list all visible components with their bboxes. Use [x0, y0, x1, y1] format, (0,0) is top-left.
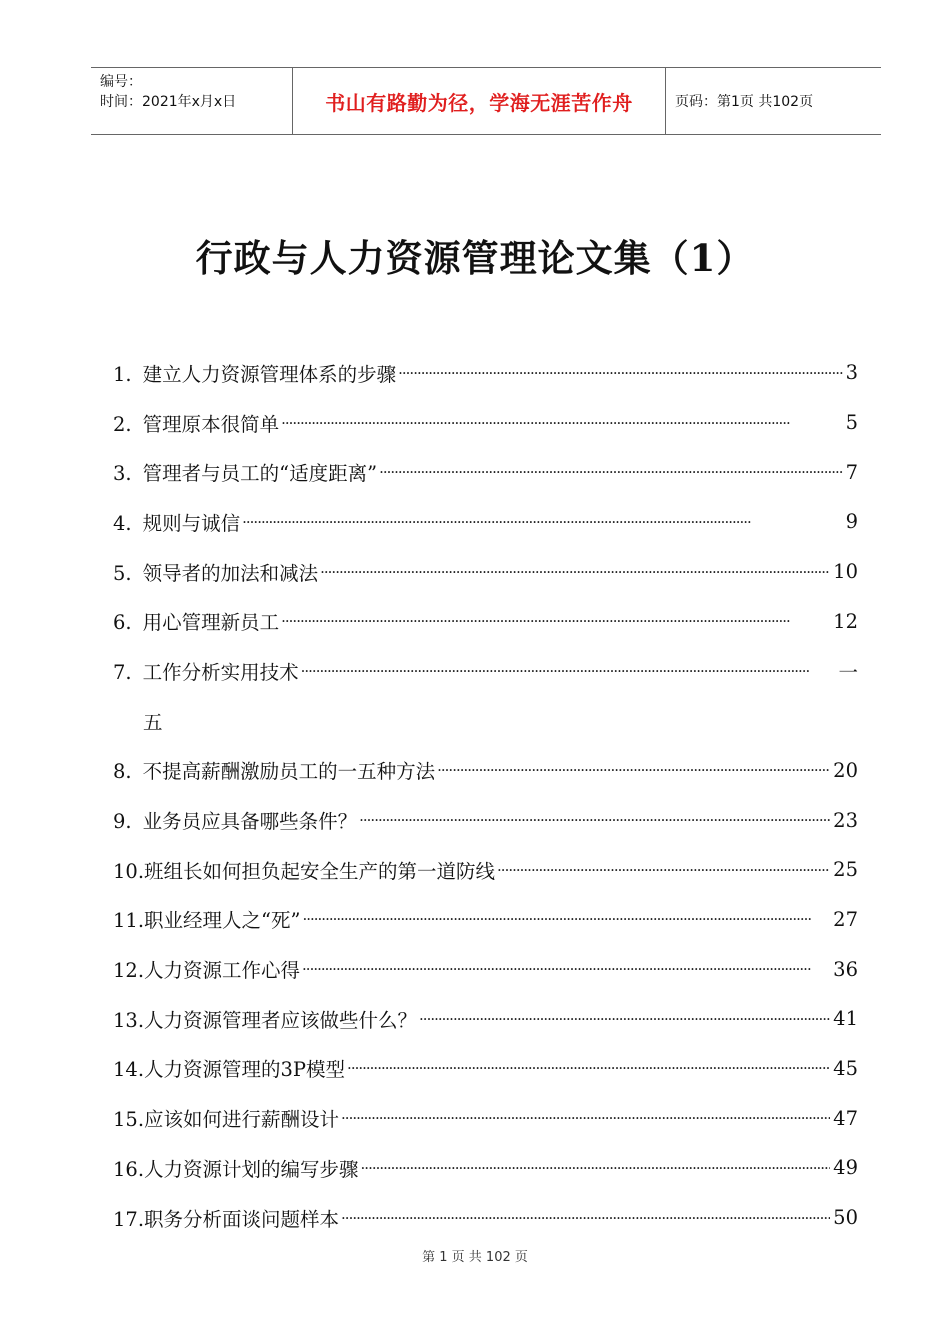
- toc-entry[interactable]: [113, 994, 858, 1044]
- toc-leader-dots: [320, 563, 830, 581]
- header-motto: 书山有路勤为径，学海无涯苦作舟: [293, 68, 666, 134]
- toc-continuation-text: 五: [143, 710, 163, 734]
- serial-label: 编号：: [100, 74, 142, 90]
- toc-entry-label: [113, 1104, 341, 1132]
- toc-entry-label: [113, 458, 379, 486]
- toc-entry-number: 9.: [113, 810, 132, 834]
- toc-entry-page: 一: [838, 660, 858, 684]
- toc-entry-number: 13.: [113, 1008, 145, 1032]
- toc-leader-dots: [497, 861, 830, 879]
- toc-entry-page: 10: [833, 560, 858, 584]
- toc-entry-label: [113, 756, 437, 784]
- toc-entry-label: [113, 607, 281, 635]
- toc-entry-number: 14.: [113, 1058, 145, 1082]
- toc-entry-title: 工作分析实用技术: [142, 660, 299, 684]
- toc-leader-dots: [341, 1109, 830, 1127]
- toc-entry-number: 10.: [113, 859, 145, 883]
- toc-entry-label: [113, 1204, 341, 1232]
- toc-leader-dots: [302, 910, 830, 928]
- toc-entry[interactable]: [113, 398, 858, 448]
- toc-entry[interactable]: [113, 1093, 858, 1143]
- toc-entry-title: 班组长如何担负起安全生产的第一道防线: [144, 859, 496, 883]
- toc-entry-title: 人力资源计划的编写步骤: [144, 1157, 359, 1181]
- toc-entry-number: 1.: [113, 362, 132, 386]
- toc-leader-dots: [379, 463, 843, 481]
- toc-entry-number: 6.: [113, 611, 132, 635]
- toc-entry-label: [113, 905, 302, 933]
- toc-entry-page: 50: [833, 1206, 858, 1230]
- toc-entry-page: 41: [833, 1007, 858, 1031]
- toc-leader-dots: [398, 364, 842, 382]
- toc-entry-page: 3: [845, 361, 858, 385]
- toc-entry-title: 用心管理新员工: [142, 611, 280, 635]
- toc-entry-title: 人力资源管理的3P模型: [144, 1058, 346, 1082]
- toc-entry-page: 36: [833, 957, 858, 981]
- toc-entry-page: 47: [833, 1106, 858, 1130]
- toc-entry-number: 12.: [113, 959, 145, 983]
- toc-entry-label: [113, 1054, 347, 1082]
- toc-entry-title: 建立人力资源管理体系的步骤: [142, 362, 397, 386]
- toc-entry[interactable]: [113, 547, 858, 597]
- toc-leader-dots: [419, 1010, 830, 1028]
- toc-entry-page: 5: [845, 411, 858, 435]
- toc-entry-number: 3.: [113, 462, 132, 486]
- toc-entry[interactable]: [113, 497, 858, 547]
- toc-entry-title: 规则与诚信: [142, 511, 241, 535]
- toc-entry-title: 业务员应具备哪些条件？: [142, 810, 358, 834]
- toc-entry-number: 5.: [113, 561, 132, 585]
- header-page-info: 页码：第1页 共102页: [675, 94, 814, 110]
- toc-entry[interactable]: [113, 646, 858, 696]
- toc-entry-label: [113, 955, 302, 983]
- toc-entry[interactable]: [113, 596, 858, 646]
- toc-leader-dots: [281, 612, 830, 630]
- toc-entry[interactable]: [113, 1143, 858, 1193]
- toc-entry-label: [113, 359, 398, 387]
- toc-entry-title: 应该如何进行薪酬设计: [144, 1108, 340, 1132]
- toc-entry-number: 4.: [113, 511, 132, 535]
- toc-entry-number: 17.: [113, 1207, 145, 1231]
- toc-entry-page: 12: [833, 609, 858, 633]
- toc-entry-title: 人力资源工作心得: [144, 959, 301, 983]
- toc-entry[interactable]: [113, 895, 858, 945]
- toc-entry-number: 15.: [113, 1108, 145, 1132]
- toc-continuation[interactable]: [113, 696, 858, 746]
- toc-entry[interactable]: [113, 348, 858, 398]
- toc-entry-page: 20: [833, 758, 858, 782]
- toc-entry-label: [113, 1154, 361, 1182]
- toc-entry-label: [113, 409, 281, 437]
- page-header: [91, 67, 881, 135]
- toc-entry-label: [113, 657, 301, 685]
- toc-leader-dots: [242, 513, 842, 531]
- toc-entry-title: 职业经理人之“死”: [144, 909, 301, 933]
- toc-entry[interactable]: [113, 746, 858, 796]
- toc-leader-dots: [301, 662, 836, 680]
- time-label: 时间：2021年x月x日: [100, 94, 237, 110]
- toc-entry-label: [113, 558, 320, 586]
- toc-entry-page: 9: [845, 510, 858, 534]
- toc-entry-label: [113, 508, 242, 536]
- toc-leader-dots: [341, 1209, 830, 1227]
- toc-entry-page: 27: [833, 907, 858, 931]
- toc-leader-dots: [302, 960, 830, 978]
- toc-entry[interactable]: [113, 447, 858, 497]
- toc-entry-number: 8.: [113, 760, 132, 784]
- toc-entry-title: 职务分析面谈问题样本: [144, 1207, 340, 1231]
- toc-entry[interactable]: [113, 1044, 858, 1094]
- toc-entry-label: [113, 856, 497, 884]
- toc-entry-page: 23: [833, 808, 858, 832]
- document-title: 行政与人力资源管理论文集（1）: [195, 236, 755, 280]
- toc-entry[interactable]: [113, 795, 858, 845]
- toc-entry-page: 49: [833, 1156, 858, 1180]
- toc-leader-dots: [347, 1059, 830, 1077]
- header-meta: [91, 68, 293, 134]
- toc-entry-page: 45: [833, 1056, 858, 1080]
- toc-entry-page: 25: [833, 858, 858, 882]
- toc-leader-dots: [437, 761, 830, 779]
- page-footer: 第 1 页 共 102 页: [422, 1250, 528, 1265]
- toc-entry-label: [113, 1005, 419, 1033]
- toc-entry-title: 管理者与员工的“适度距离”: [142, 462, 378, 486]
- toc-entry-number: 11.: [113, 909, 145, 933]
- table-of-contents: [113, 348, 858, 1242]
- toc-entry-page: 7: [845, 460, 858, 484]
- toc-entry-title: 管理原本很简单: [142, 412, 280, 436]
- toc-entry[interactable]: [113, 1193, 858, 1243]
- toc-leader-dots: [361, 1159, 831, 1177]
- toc-entry[interactable]: [113, 944, 858, 994]
- toc-entry-label: [113, 806, 359, 834]
- toc-entry-title: 领导者的加法和减法: [142, 561, 319, 585]
- toc-entry[interactable]: [113, 845, 858, 895]
- toc-entry-title: 不提高薪酬激励员工的一五种方法: [142, 760, 436, 784]
- toc-entry-number: 7.: [113, 660, 132, 684]
- toc-leader-dots: [281, 414, 842, 432]
- toc-leader-dots: [359, 811, 830, 829]
- toc-entry-title: 人力资源管理者应该做些什么？: [144, 1008, 418, 1032]
- toc-entry-number: 16.: [113, 1157, 145, 1181]
- toc-entry-number: 2.: [113, 412, 132, 436]
